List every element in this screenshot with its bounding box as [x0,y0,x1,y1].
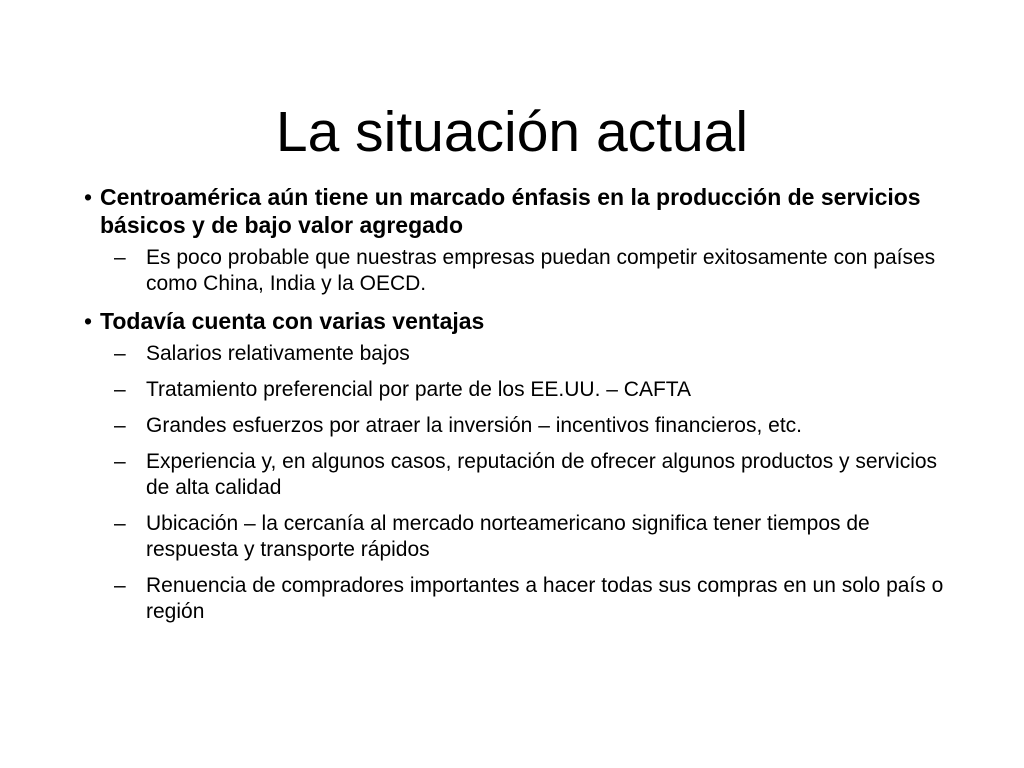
bullet-point [84,307,964,335]
bullet-marker: • [84,308,93,334]
sub-point-text: Renuencia de compradores importantes a hacer todas sus compras en un solo país o región [146,574,944,623]
sub-point-text: Experiencia y, en algunos casos, reputación de ofrecer algunos productos y servicios de alta calidad [146,450,938,499]
sub-list [84,341,964,625]
sub-point-text: Es poco probable que nuestras empresas puedan competir exitosamente con países como China, India y la OECD. [146,246,936,295]
dash-marker: – [114,342,126,365]
dash-marker: – [114,512,126,535]
slide-title: La situación actual [275,100,749,164]
dash-marker: – [114,450,126,473]
bullet-marker: • [84,184,93,210]
sub-point [84,377,964,403]
sub-point-text: Salarios relativamente bajos [146,342,410,365]
sub-list [84,245,964,297]
bullet-text: Centroamérica aún tiene un marcado énfasis en la producción de servicios básicos y de bajo valor agregado [100,184,921,238]
sub-point [84,341,964,367]
dash-marker: – [114,246,126,269]
sub-point [84,449,964,501]
slide-content [84,183,964,635]
sub-point [84,245,964,297]
dash-marker: – [114,414,126,437]
sub-point [84,413,964,439]
sub-point [84,511,964,563]
sub-point-text: Ubicación – la cercanía al mercado norteamericano significa tener tiempos de respuesta y transporte rápidos [146,512,870,561]
dash-marker: – [114,378,126,401]
sub-point-text: Tratamiento preferencial por parte de los EE.UU. – CAFTA [146,378,692,401]
bullet-point [84,183,964,239]
bullet-text: Todavía cuenta con varias ventajas [100,308,485,334]
dash-marker: – [114,574,126,597]
sub-point-text: Grandes esfuerzos por atraer la inversión – incentivos financieros, etc. [146,414,802,437]
sub-point [84,573,964,625]
